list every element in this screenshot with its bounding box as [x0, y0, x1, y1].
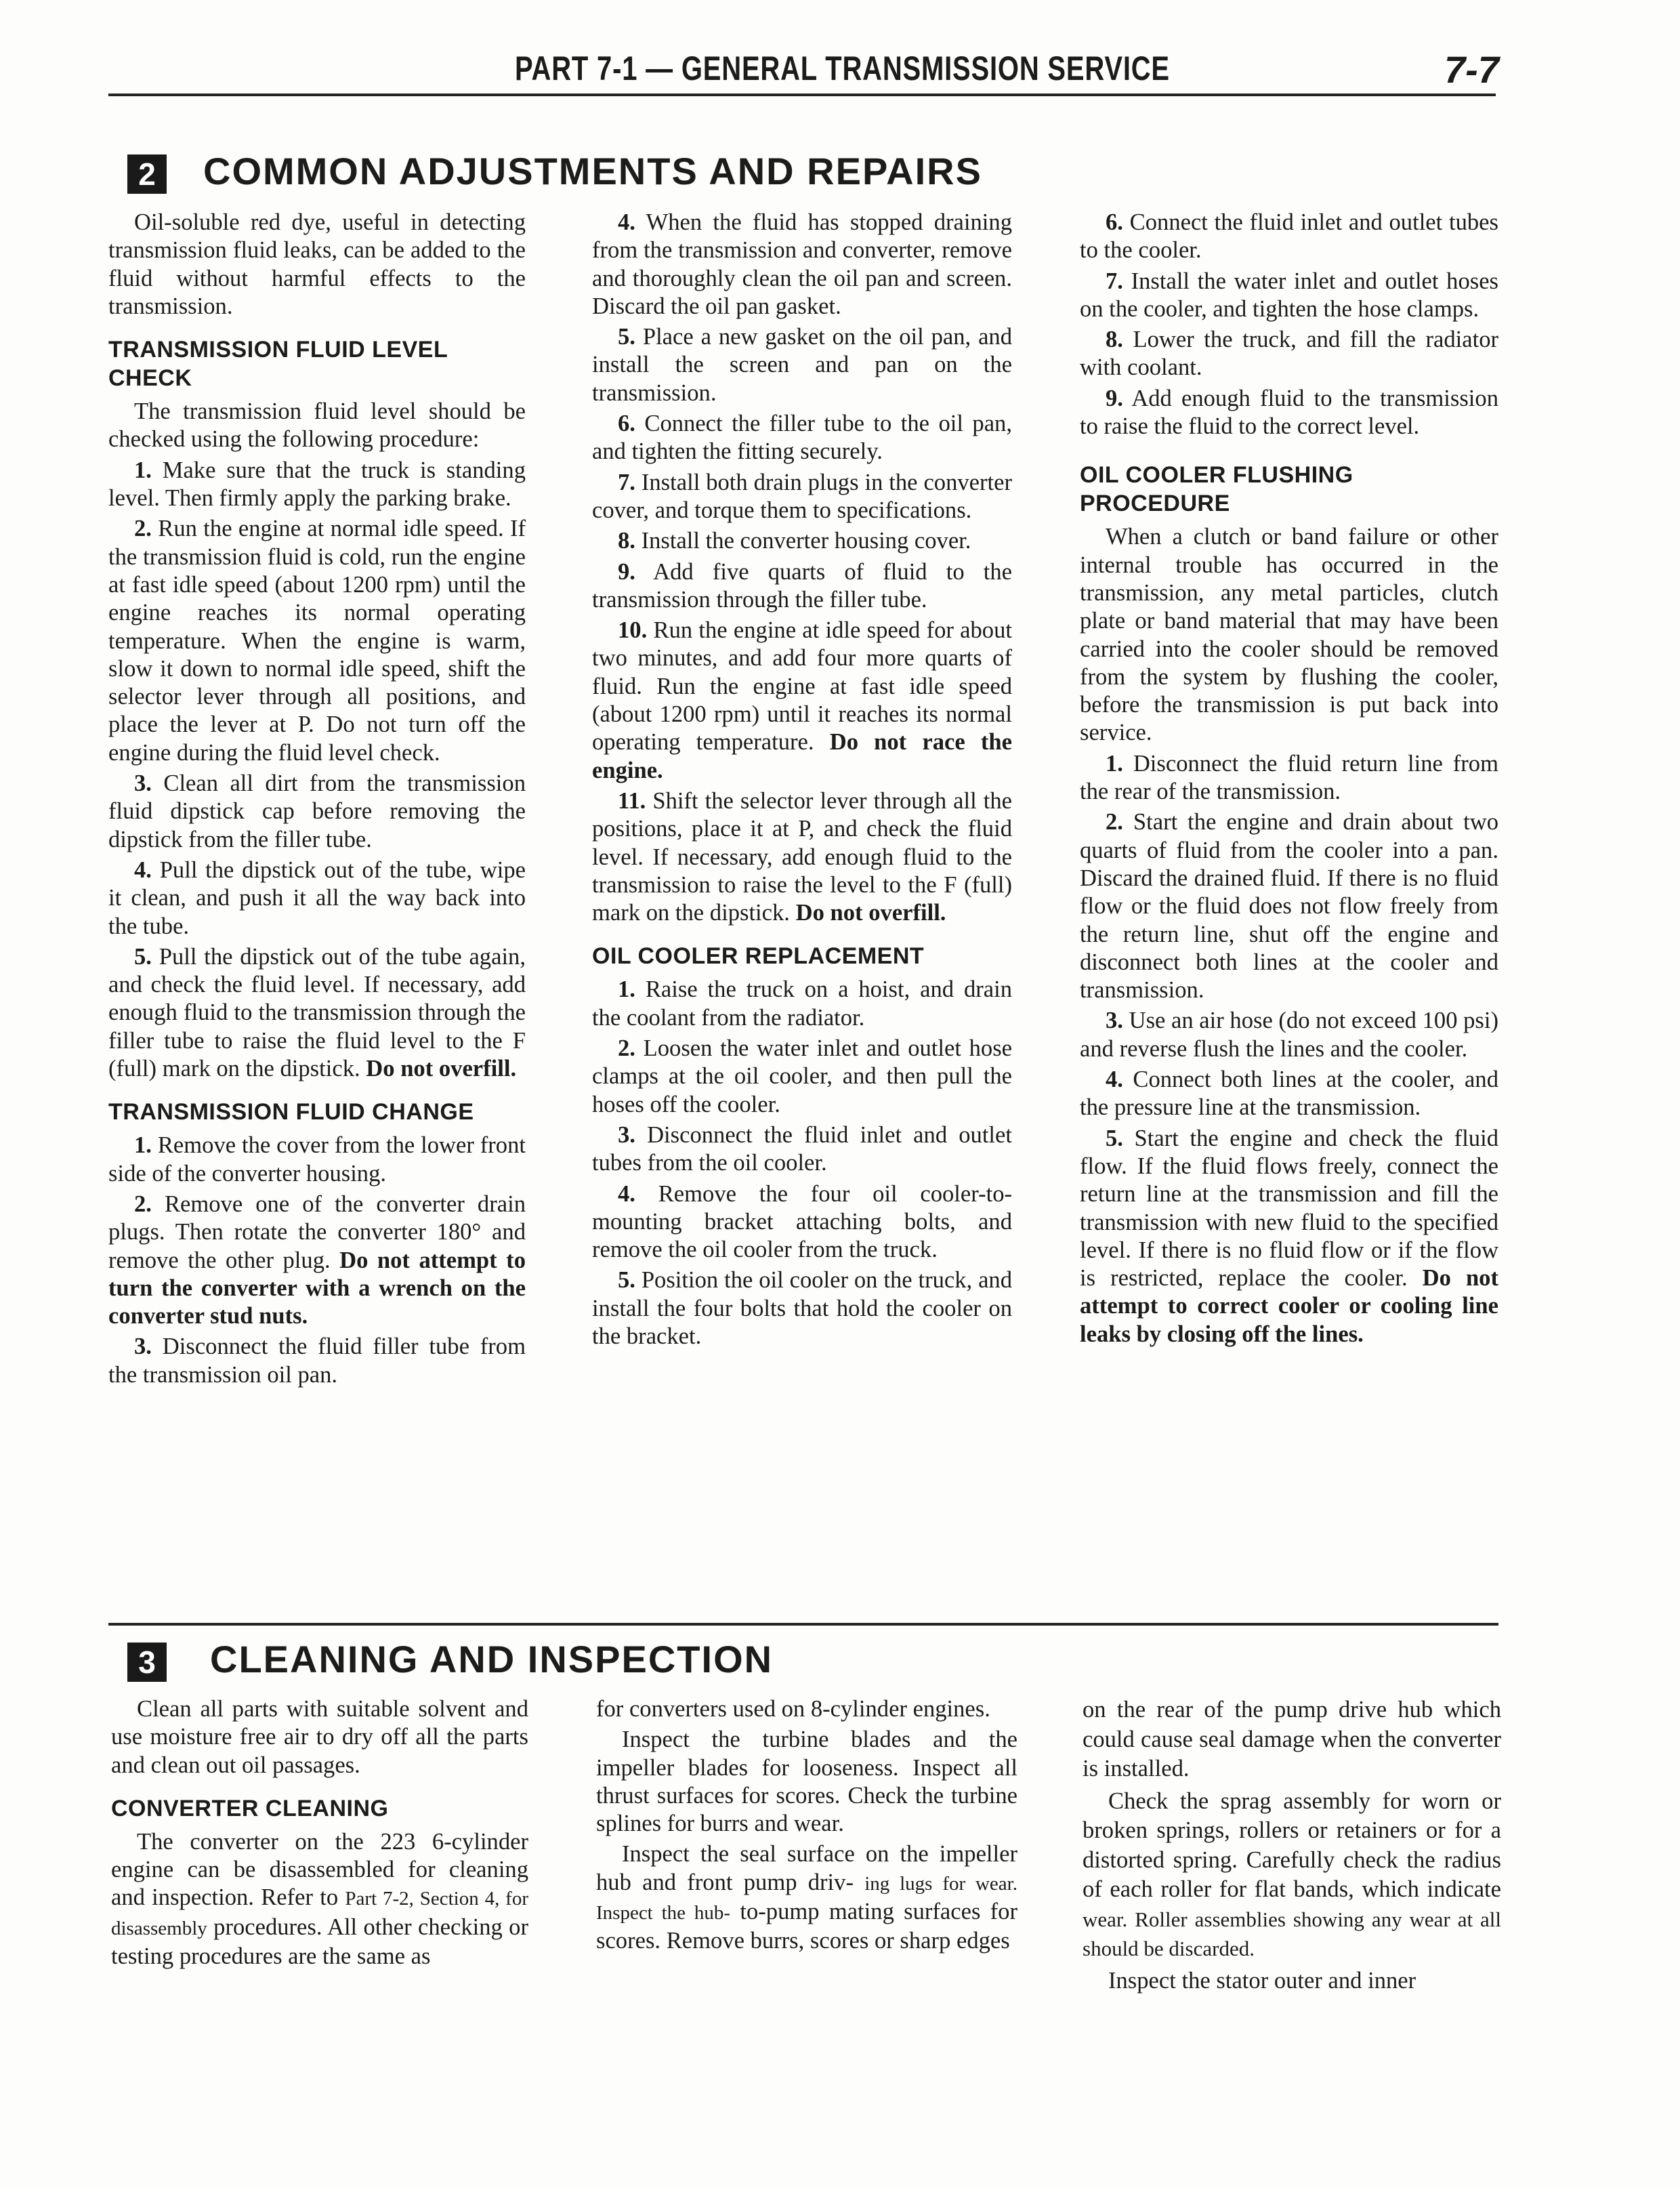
paragraph-text: The converter on the 223 6-cylinder engine can be disassembled for cleaning and inspection. Refer to	[111, 1828, 528, 1911]
paragraph-text: Inspect the seal surface on the impeller hub and front pump driv-	[596, 1841, 1017, 1895]
step-text: Connect the filler tube to the oil pan, and tighten the fitting securely.	[592, 411, 1012, 465]
paragraph-text: wear. Roller assemblies showing any wear at all should be discarded.	[1083, 1907, 1501, 1960]
paragraph: The transmission fluid level should be checked using the following procedure:	[108, 398, 526, 453]
step-number: 4.	[618, 209, 635, 235]
step-number: 7.	[618, 469, 635, 495]
step	[592, 1121, 1012, 1178]
step-text: Connect both lines at the cooler, and the pressure line at the transmission.	[1080, 1067, 1498, 1121]
step-text: Disconnect the fluid filler tube from the transmission oil pan.	[108, 1334, 526, 1388]
step-text: Run the engine at idle speed for about two minutes, and add four more quarts of fluid. Run the engine at fast idle speed (about 1200 rpm) until it reaches its normal operating temperature.	[592, 617, 1012, 756]
page-number: 7-7	[1444, 48, 1499, 91]
step-number: 3.	[134, 770, 152, 797]
section-number-badge: 2	[127, 154, 167, 194]
running-head: PART 7-1 — GENERAL TRANSMISSION SERVICE	[515, 49, 1170, 87]
step-text: Pull the dipstick out of the tube again, and check the fluid level. If necessary, add enough fluid to the transmission through the filler tube to raise the fluid level to the F (full) mark on the dipstick.	[108, 943, 526, 1082]
step	[592, 976, 1012, 1032]
paragraph: Inspect the turbine blades and the impeller blades for looseness. Inspect all thrust surfaces for scores. Check the turbine splines for burrs and wear.	[596, 1727, 1017, 1837]
step	[108, 856, 526, 941]
step	[1080, 1007, 1498, 1063]
section2-column-1	[108, 209, 526, 1389]
step-text: Install the water inlet and outlet hoses on the cooler, and tighten the hose clamps.	[1080, 268, 1498, 322]
subheading: OIL COOLER REPLACEMENT	[592, 943, 925, 970]
warning-text: Do not attempt to correct cooler or cooling line leaks by closing off the lines.	[1080, 1265, 1498, 1347]
step-number: 2.	[134, 1191, 152, 1217]
paragraph	[596, 1840, 1017, 1955]
section3-column-2	[596, 1695, 1017, 1956]
step-number: 3.	[134, 1334, 152, 1360]
step	[1080, 750, 1498, 806]
paragraph-text: procedures. All other checking or testing procedures are the same as	[111, 1914, 528, 1970]
step	[592, 1035, 1012, 1119]
step-text: Clean all dirt from the transmission fluid dipstick cap before removing the dipstick from the filler tube.	[108, 770, 526, 852]
step-text: Install the converter housing cover.	[641, 528, 971, 554]
paragraph-text: Check the sprag assembly for worn or broken springs, rollers or retainers or for a distorted spring. Carefully check the radius of each roller for flat bands, which indicate	[1083, 1788, 1501, 1902]
section-title: COMMON ADJUSTMENTS AND REPAIRS	[203, 150, 982, 192]
step-number: 1.	[618, 976, 635, 1003]
step-text: Run the engine at normal idle speed. If the transmission fluid is cold, run the engine at fast idle speed (about 1200 rpm) until the engine reaches its normal operating temperature. When the engine is warm, slow it down to normal idle speed, shift the selector lever through all positions, and place the lever at P. Do not turn off the engine during the fluid level check.	[108, 516, 526, 766]
step-text: Start the engine and check the fluid flow. If the fluid flows freely, connect the return line at the transmission and fill the transmission with new fluid to the specified level. If there is no fluid flow or if the flow is restricted, replace the cooler.	[1080, 1125, 1498, 1292]
step-text: Place a new gasket on the oil pan, and install the screen and pan on the transmission.	[592, 324, 1012, 406]
step-number: 4.	[1106, 1067, 1123, 1093]
step-text: Use an air hose (do not exceed 100 psi) and reverse flush the lines and the cooler.	[1080, 1008, 1498, 1062]
warning-text: Do not overfill.	[795, 900, 946, 926]
step	[592, 558, 1012, 615]
step-number: 6.	[1106, 209, 1123, 235]
step-number: 5.	[134, 943, 152, 970]
paragraph: for converters used on 8-cylinder engines.	[596, 1696, 990, 1722]
step	[592, 209, 1012, 321]
section-title: CLEANING AND INSPECTION	[210, 1638, 774, 1680]
step	[592, 1180, 1012, 1264]
step	[1080, 385, 1498, 441]
step-number: 7.	[1106, 268, 1123, 294]
step-text: Start the engine and drain about two quarts of fluid from the cooler into a pan. Discard the drained fluid. If there is no fluid flow or the fluid does not flow freely from the return line, shut off the engine and disconnect both lines at the cooler and transmission.	[1080, 809, 1498, 1004]
step	[108, 1191, 526, 1330]
step	[108, 515, 526, 767]
step	[592, 1266, 1012, 1350]
step-text: Disconnect the fluid return line from the rear of the transmission.	[1080, 750, 1498, 805]
step	[1080, 268, 1498, 324]
step	[592, 527, 1012, 555]
step	[592, 410, 1012, 466]
step-number: 8.	[618, 528, 635, 554]
paragraph	[111, 1828, 528, 1970]
step-number: 11.	[618, 787, 646, 814]
step-text: Raise the truck on a hoist, and drain the coolant from the radiator.	[592, 976, 1012, 1031]
warning-text: Do not race the engine.	[592, 729, 1012, 783]
step-number: 4.	[618, 1180, 635, 1207]
subheading: TRANSMISSION FLUID CHANGE	[108, 1099, 474, 1126]
paragraph	[1083, 1787, 1501, 1964]
paragraph: When a clutch or band failure or other internal trouble has occurred in the transmission, any metal particles, clutch plate or band material that may have been carried into the cooler should be removed from the system by flushing the cooler, before the transmission is put back into service.	[1080, 524, 1498, 746]
step-number: 5.	[618, 1267, 635, 1294]
step-text: Connect the fluid inlet and outlet tubes to the cooler.	[1080, 209, 1498, 264]
step-text: Lower the truck, and fill the radiator with coolant.	[1080, 327, 1498, 381]
warning-text: Do not overfill.	[366, 1056, 517, 1082]
step-number: 1.	[134, 457, 152, 483]
subheading: OIL COOLER FLUSHING PROCEDURE	[1080, 462, 1353, 517]
paragraph-text: to-pump mating surfaces for scores. Remove burrs, scores or sharp edges	[596, 1899, 1017, 1954]
step-text: Remove the four oil cooler-to-mounting bracket attaching bolts, and remove the oil cooler from the truck.	[592, 1180, 1012, 1263]
cross-reference: Part 7-2, Section 4, for disassembly	[111, 1888, 528, 1939]
step-number: 2.	[134, 516, 152, 542]
step-text: Pull the dipstick out of the tube, wipe it clean, and push it all the way back into the tube.	[108, 856, 526, 939]
step	[1080, 808, 1498, 1004]
paragraph: Inspect the stator outer and inner	[1108, 1967, 1416, 1994]
warning-text: Do not attempt to turn the converter with a wrench on the converter stud nuts.	[108, 1247, 526, 1329]
section2-column-3	[1080, 209, 1498, 1348]
step-number: 8.	[1106, 327, 1123, 353]
step	[1080, 1066, 1498, 1122]
step-number: 9.	[1106, 385, 1123, 411]
step-text: Remove one of the converter drain plugs. Then rotate the converter 180° and remove the other plug.	[108, 1191, 526, 1273]
step-text: Shift the selector lever through all the positions, place it at P, and check the fluid level. If necessary, add enough fluid to the transmission to raise the level to the F (full) mark on the dipstick.	[592, 787, 1012, 926]
step-text: When the fluid has stopped draining from the transmission and converter, remove and thoroughly clean the oil pan and screen. Discard the oil pan gasket.	[592, 209, 1012, 319]
step	[108, 943, 526, 1083]
step-number: 1.	[134, 1132, 152, 1159]
step	[108, 1132, 526, 1188]
step	[1080, 326, 1498, 382]
subheading: CONVERTER CLEANING	[111, 1795, 389, 1821]
paragraph: Clean all parts with suitable solvent and use moisture free air to dry off all the parts and clean out oil passages.	[111, 1696, 528, 1778]
step-number: 6.	[618, 411, 635, 437]
step	[1080, 1125, 1498, 1348]
subheading: TRANSMISSION FLUID LEVEL CHECK	[108, 337, 448, 392]
step-text: Position the oil cooler on the truck, and install the four bolts that hold the cooler on the bracket.	[592, 1267, 1012, 1349]
step	[592, 469, 1012, 525]
section3-column-3	[1083, 1695, 1501, 1996]
step-text: Disconnect the fluid inlet and outlet tubes from the oil cooler.	[592, 1121, 1012, 1176]
step-number: 10.	[618, 617, 648, 644]
step-number: 3.	[618, 1121, 635, 1148]
step-number: 2.	[1106, 809, 1123, 835]
step-number: 5.	[1106, 1125, 1123, 1151]
step-text: Remove the cover from the lower front side of the converter housing.	[108, 1132, 526, 1186]
step-number: 1.	[1106, 750, 1123, 777]
section-number-badge: 3	[127, 1643, 167, 1682]
header-rule	[108, 94, 1496, 96]
step	[1080, 209, 1498, 265]
step-text: Add enough fluid to the transmission to raise the fluid to the correct level.	[1080, 385, 1498, 440]
step-number: 5.	[618, 324, 635, 350]
section-divider	[108, 1623, 1498, 1626]
section3-column-1	[111, 1695, 528, 1970]
step	[592, 323, 1012, 407]
step-text: Install both drain plugs in the converter cover, and torque them to specifications.	[592, 469, 1012, 523]
step	[592, 617, 1012, 785]
step-number: 4.	[134, 856, 152, 883]
step-text: Add five quarts of fluid to the transmission through the filler tube.	[592, 558, 1012, 613]
step-number: 9.	[618, 558, 635, 585]
step-text: Loosen the water inlet and outlet hose clamps at the oil cooler, and then pull the hoses off the cooler.	[592, 1035, 1013, 1117]
step-number: 2.	[618, 1035, 635, 1062]
paragraph: Oil-soluble red dye, useful in detecting transmission fluid leaks, can be added to the fluid without harmful effects to the transmission.	[108, 209, 526, 319]
step-text: Make sure that the truck is standing level. Then firmly apply the parking brake.	[108, 457, 526, 512]
step-number: 3.	[1106, 1008, 1123, 1034]
paragraph: on the rear of the pump drive hub which could cause seal damage when the converter is installed.	[1083, 1697, 1501, 1781]
paragraph-text: ing lugs for wear. Inspect the hub-	[596, 1872, 1017, 1924]
step	[592, 787, 1012, 927]
step	[108, 770, 526, 854]
step	[108, 457, 526, 513]
step	[108, 1333, 526, 1389]
section2-column-2	[592, 209, 1012, 1350]
